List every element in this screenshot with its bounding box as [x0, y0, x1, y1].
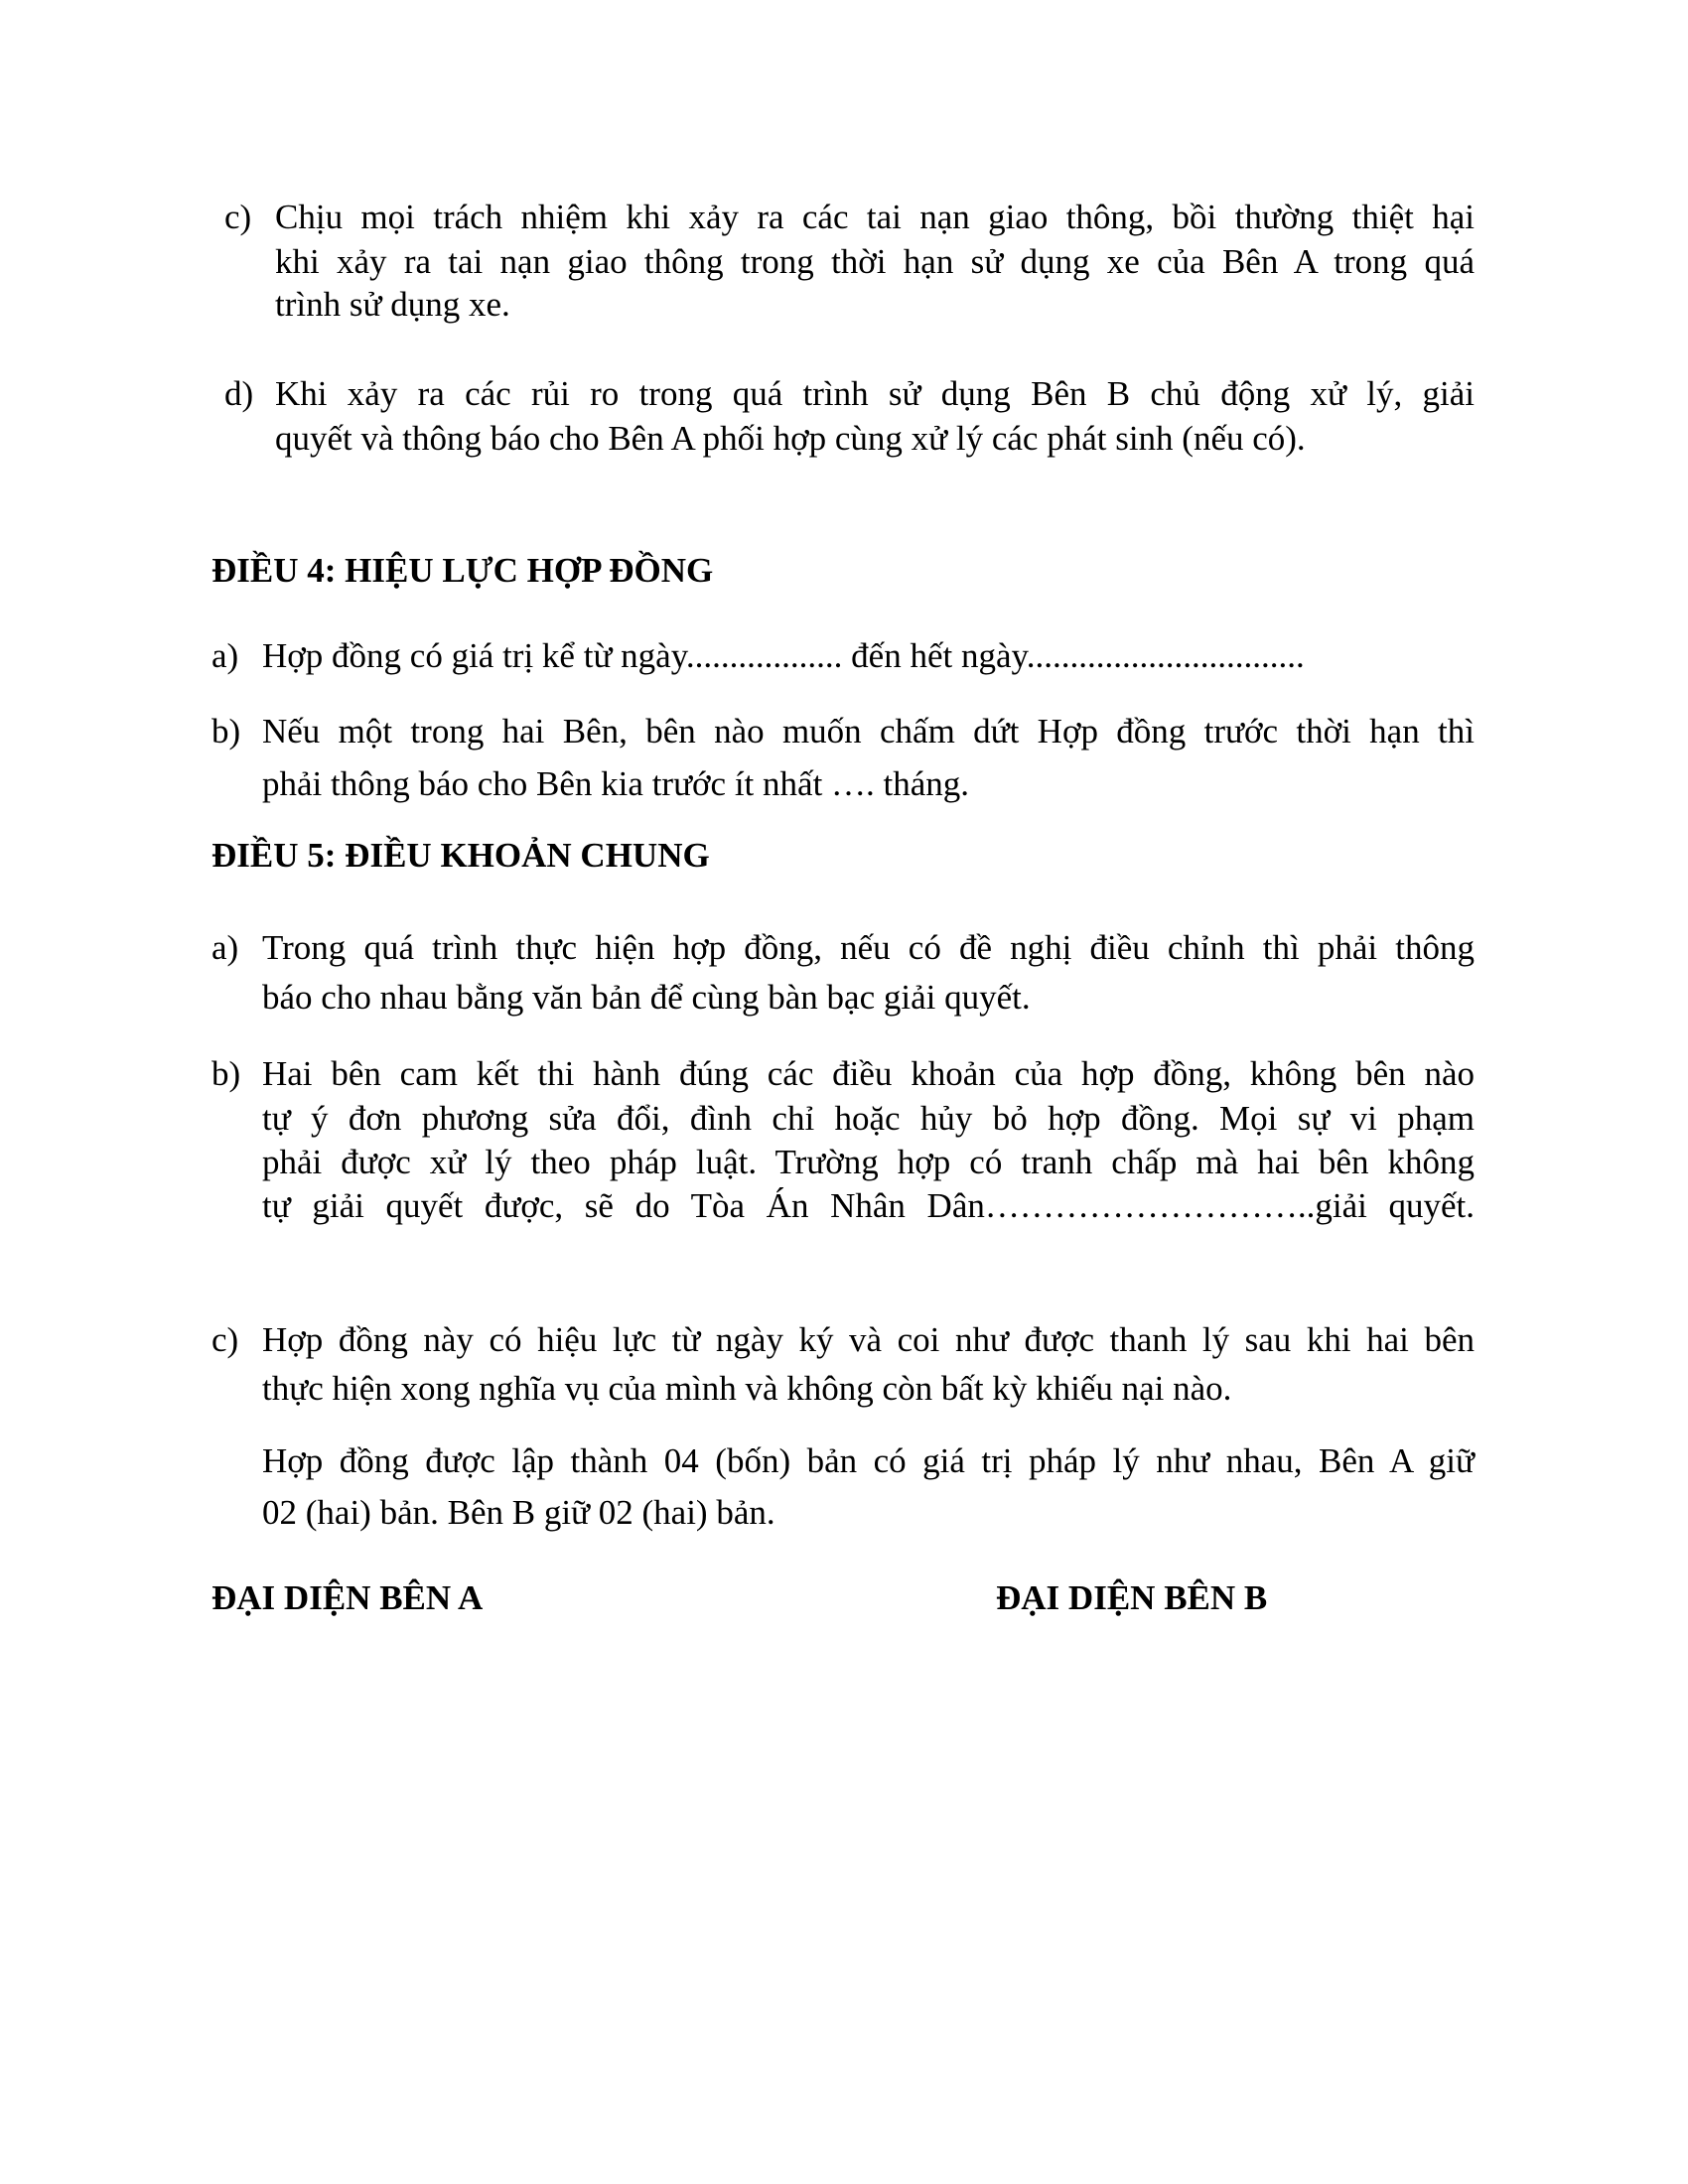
- item-label: a): [211, 928, 239, 967]
- paragraph-line: Trong quá trình thực hiện hợp đồng, nếu có đề nghị điều chỉnh thì phải thông: [262, 928, 1475, 967]
- item-label: b): [211, 1054, 241, 1093]
- signature-party-a: ĐẠI DIỆN BÊN A: [211, 1578, 484, 1617]
- paragraph-line: Khi xảy ra các rủi ro trong quá trình sử dụng Bên B chủ động xử lý, giải: [275, 374, 1475, 413]
- item-label: c): [224, 198, 252, 236]
- paragraph-line: trình sử dụng xe.: [275, 285, 510, 324]
- item-label: a): [211, 636, 239, 675]
- paragraph-line: khi xảy ra tai nạn giao thông trong thời hạn sử dụng xe của Bên A trong quá: [275, 242, 1475, 281]
- item-label: d): [224, 374, 254, 413]
- paragraph-line: tự ý đơn phương sửa đổi, đình chỉ hoặc hủy bỏ hợp đồng. Mọi sự vi phạm: [262, 1099, 1475, 1138]
- article4-heading: ĐIỀU 4: HIỆU LỰC HỢP ĐỒNG: [211, 551, 714, 590]
- signature-party-b: ĐẠI DIỆN BÊN B: [996, 1578, 1268, 1617]
- paragraph-line: quyết và thông báo cho Bên A phối hợp cùng xử lý các phát sinh (nếu có).: [275, 419, 1306, 458]
- paragraph-line: Chịu mọi trách nhiệm khi xảy ra các tai nạn giao thông, bồi thường thiệt hại: [275, 198, 1475, 236]
- item-label: c): [211, 1320, 239, 1359]
- paragraph-line: báo cho nhau bằng văn bản để cùng bàn bạc giải quyết.: [262, 978, 1031, 1017]
- paragraph-line: Hợp đồng được lập thành 04 (bốn) bản có giá trị pháp lý như nhau, Bên A giữ: [262, 1441, 1475, 1480]
- paragraph-line: thực hiện xong nghĩa vụ của mình và không còn bất kỳ khiếu nại nào.: [262, 1369, 1232, 1408]
- paragraph-line: tự giải quyết được, sẽ do Tòa Án Nhân Dân………………………..giải quyết.: [262, 1186, 1475, 1225]
- paragraph-line: Hợp đồng này có hiệu lực từ ngày ký và coi như được thanh lý sau khi hai bên: [262, 1320, 1475, 1359]
- paragraph-line: phải thông báo cho Bên kia trước ít nhất …. tháng.: [262, 764, 970, 803]
- paragraph-line: phải được xử lý theo pháp luật. Trường hợp có tranh chấp mà hai bên không: [262, 1143, 1475, 1181]
- paragraph-line: Hợp đồng có giá trị kể từ ngày.................. đến hết ngày................................: [262, 636, 1305, 675]
- item-label: b): [211, 712, 241, 751]
- paragraph-line: Hai bên cam kết thi hành đúng các điều khoản của hợp đồng, không bên nào: [262, 1054, 1475, 1093]
- paragraph-line: 02 (hai) bản. Bên B giữ 02 (hai) bản.: [262, 1493, 775, 1532]
- article5-heading: ĐIỀU 5: ĐIỀU KHOẢN CHUNG: [211, 836, 710, 875]
- paragraph-line: Nếu một trong hai Bên, bên nào muốn chấm dứt Hợp đồng trước thời hạn thì: [262, 712, 1475, 751]
